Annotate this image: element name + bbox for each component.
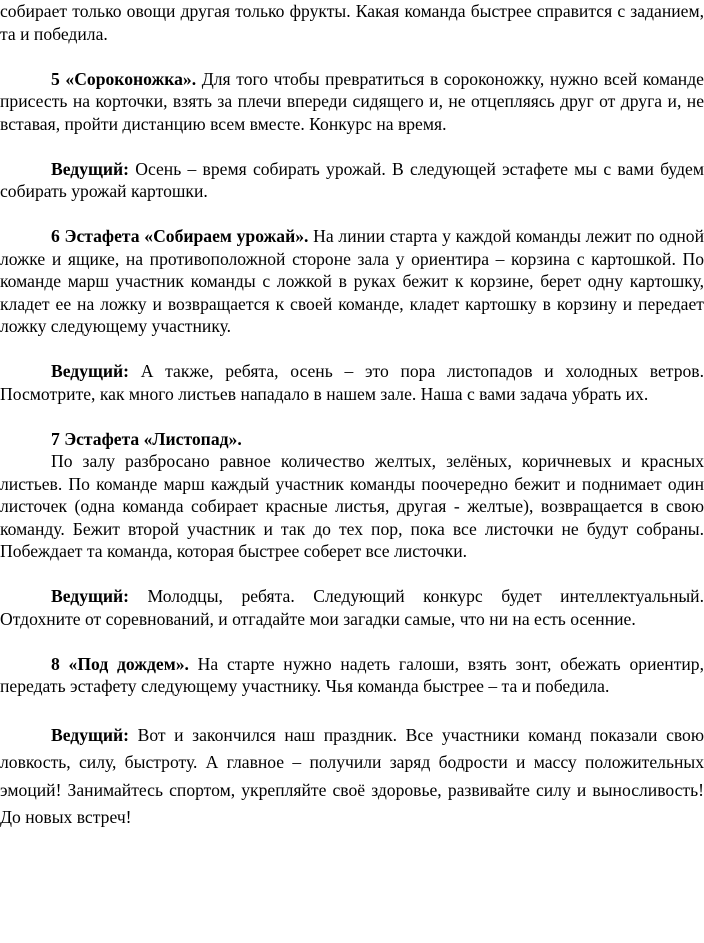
host-2-text: А также, ребята, осень – это пора листопадов и холодных ветров. Посмотрите, как много листьев нападало в нашем зале. Наша с вами задача убрать их. [0, 361, 704, 404]
host-3-text: Молодцы, ребята. Следующий конкурс будет интеллектуальный. Отдохните от соревнований, и отгадайте мои загадки самые, что ни на есть осенние. [0, 586, 704, 629]
host-2-paragraph [0, 360, 704, 405]
relay-7-heading: 7 Эстафета «Листопад». [51, 428, 242, 449]
host-3-label: Ведущий: [51, 586, 129, 606]
paragraph-gap [0, 203, 704, 226]
host-1-label: Ведущий: [51, 158, 129, 179]
paragraph-gap [0, 405, 704, 428]
paragraph-gap [0, 45, 704, 68]
host-4-paragraph [0, 722, 704, 832]
host-4-label: Ведущий: [51, 724, 129, 745]
relay-7-heading-paragraph [0, 428, 704, 451]
contest-5-paragraph [0, 68, 704, 136]
paragraph-gap [0, 338, 704, 361]
intro-text: собирает только овощи другая только фрукты. Какая команда быстрее справится с заданием, та и победила. [0, 1, 704, 44]
paragraph-gap [0, 135, 704, 158]
contest-8-text: На старте нужно надеть галоши, взять зонт, обежать ориентир, передать эстафету следующему участнику. Чья команда быстрее – та и победила. [0, 653, 704, 696]
contest-8-paragraph [0, 653, 704, 698]
intro-paragraph [0, 0, 704, 45]
relay-6-heading: 6 Эстафета «Собираем урожай». [51, 226, 309, 246]
paragraph-gap [0, 563, 704, 586]
host-3-paragraph [0, 585, 704, 630]
host-2-label: Ведущий: [51, 361, 129, 381]
paragraph-gap [0, 698, 704, 722]
host-4-text: Вот и закончился наш праздник. Все участники команд показали свою ловкость, силу, быстроту. А главное – получили заряд бодрости и массу положительных эмоций! Занимайтесь спортом, укрепляйте своё здоровье, развивайте силу и выносливость! До новых встреч! [0, 724, 704, 827]
host-1-paragraph [0, 158, 704, 203]
relay-7-paragraph [0, 450, 704, 563]
relay-6-text: На линии старта у каждой команды лежит по одной ложке и ящике, на противоположной стороне зала у ориентира – корзина с картошкой. По команде марш участник команды с ложкой в руках бежит к корзине, берет одну картошку, кладет ее на ложку и возвращается к своей команде, кладет картошку в корзину и передает ложку следующему участнику. [0, 226, 704, 336]
contest-5-heading: 5 «Сороконожка». [51, 68, 197, 89]
host-1-text: Осень – время собирать урожай. В следующей эстафете мы с вами будем собирать урожай картошки. [0, 158, 704, 201]
relay-7-text: По залу разбросано равное количество желтых, зелёных, коричневых и красных листьев. По команде марш каждый участник команды поочередно бежит и поднимает один листочек (одна команда собирает красные листья, другая - желтые), возвращается в свою команду. Бежит второй участник и так до тех пор, пока все листочки не будут собраны. Побеждает та команда, которая быстрее соберет все листочки. [0, 451, 704, 561]
relay-6-paragraph [0, 225, 704, 338]
closing-block [0, 722, 704, 832]
paragraph-gap [0, 630, 704, 653]
contest-8-heading: 8 «Под дождем». [51, 653, 189, 674]
contest-5-text: Для того чтобы превратиться в сороконожку, нужно всей команде присесть на корточки, взять за плечи впереди сидящего и, не отцепляясь друг от друга и, не вставая, пройти дистанцию всем вместе. Конкурс на время. [0, 68, 704, 134]
